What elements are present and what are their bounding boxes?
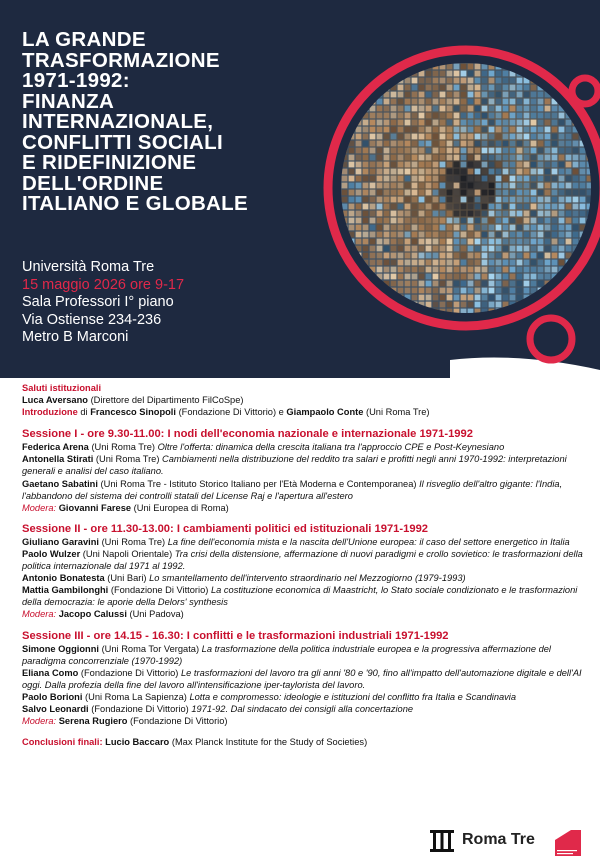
speaker-affiliation: (Uni Roma Tor Vergata)	[101, 643, 200, 654]
session-3-heading: Sessione III - ore 14.15 - 16.30: I conflitti e le trasformazioni industriali 1971-1992	[22, 629, 449, 642]
talk	[22, 536, 590, 548]
talk-title: Cambiamenti nella distribuzione del reddito tra salari e profitti negli anni 1970-1992: interpretazioni generali e analisi del caso italiano.	[22, 454, 567, 477]
talk	[22, 478, 590, 502]
moderator-label: Modera:	[22, 716, 57, 727]
speaker-affiliation: (Fondazione Di Vittorio)	[80, 667, 179, 678]
speaker-affiliation: (Uni Roma Tre)	[95, 454, 160, 465]
moderator-name: Serena Rugiero	[58, 716, 128, 727]
talk	[22, 691, 590, 703]
speaker-name: Antonella Stirati	[22, 454, 94, 465]
speaker-name: Luca Aversano	[22, 395, 88, 406]
footer-logos	[430, 826, 600, 860]
title-line: CONFLITTI SOCIALI	[22, 130, 223, 154]
session-2-heading: Sessione II - ore 11.30-13.00: I cambiamenti politici ed istituzionali 1971-1992	[22, 522, 429, 535]
venue-metro: Metro B Marconi	[22, 329, 129, 346]
title-line: ITALIANO E GLOBALE	[22, 192, 248, 215]
speaker-name: Paolo Borioni	[22, 691, 83, 702]
talk-title: Lo smantellamento dell'intervento straordinario nel Mezzogiorno (1979-1993)	[149, 573, 466, 584]
speaker-name: Simone Oggionni	[22, 643, 99, 654]
fondazione-di-vittorio-logo-icon	[551, 826, 585, 860]
session-1-heading: Sessione I - ore 9.30-11.00: I nodi dell'economia nazionale e internazionale 1971-1992	[22, 428, 473, 441]
moderator	[22, 608, 590, 620]
moderator	[22, 715, 590, 727]
venue-info	[22, 259, 184, 347]
talk-title: Tra crisi della distensione, affermazione di nuovi paradigmi e crollo sovietico: le trasformazioni della politica internazionale dal 1971 al 1992.	[22, 548, 583, 572]
speaker-name: Giuliano Garavini	[22, 536, 99, 547]
speaker-name: Antonio Bonatesta	[22, 573, 105, 584]
title-line: INTERNAZIONALE,	[22, 110, 214, 133]
talk-title: Le trasformazioni del lavoro tra gli anni '80 e '90, fino all'impatto dell'automazione digitale e dell'AI oggi. Dalla profezia della fine del lavoro all'intensificazione iper-taylorista del lavoro.	[22, 667, 582, 690]
talk-title: La costituzione economica di Maastricht, lo Stato sociale condizionato e le trasformazioni della democrazia: le aporie della Delors' synthesis	[22, 585, 578, 608]
saluti-heading: Saluti istituzionali	[22, 383, 102, 393]
speaker-name: Paolo Wulzer	[22, 548, 81, 559]
speaker-affiliation: (Fondazione Di Vittorio)	[110, 585, 209, 596]
intro-label: Introduzione	[22, 407, 78, 418]
roma-tre-name: Roma Tre	[462, 831, 535, 848]
talk-title: La trasformazione della politica industriale europea e la progressiva affermazione del paradigma concorrenziale (1970-1992)	[22, 643, 552, 666]
speaker-affiliation: (Max Planck Institute for the Study of Societies)	[171, 737, 368, 748]
speaker-name: Giampaolo Conte	[286, 407, 364, 418]
speaker-name: Salvo Leonardi	[22, 703, 89, 714]
venue-address: Via Ostiense 234-236	[22, 311, 162, 328]
speaker-affiliation: (Uni Bari)	[107, 573, 147, 584]
speaker-affiliation: (Uni Roma Tre)	[91, 442, 155, 453]
title-line: FINANZA	[22, 89, 115, 113]
talk	[22, 643, 590, 667]
mosaic-circle-image	[320, 33, 600, 378]
intro-di: di	[80, 407, 88, 418]
speaker-affiliation: (Fondazione Di Vittorio)	[91, 703, 189, 714]
conclusions	[22, 736, 590, 748]
speaker-affiliation: (Fondazione Di Vittorio) e	[178, 407, 284, 418]
speaker-affiliation: (Uni Roma Tre - Istituto Storico Italiano per l'Età Moderna e Contemporanea)	[100, 478, 417, 489]
speaker-name: Mattia Gambilonghi	[22, 585, 109, 596]
title-line: E RIDEFINIZIONE	[22, 151, 197, 174]
header-banner	[0, 0, 600, 378]
title-line: TRASFORMAZIONE	[22, 48, 220, 72]
speaker-name: Federica Arena	[22, 442, 89, 453]
speaker-name: Eliana Como	[22, 667, 79, 678]
moderator-label: Modera:	[22, 609, 57, 620]
speaker-affiliation: (Uni Roma La Sapienza)	[85, 691, 187, 702]
talk	[22, 584, 590, 608]
program	[22, 382, 590, 748]
talk-title: Il risveglio dell'altro gigante: l'India, l'abbandono del sistema dei controlli statali del License Raj e l'apertura all'estero	[22, 478, 563, 501]
talk-title: 1971-92. Dal sindacato dei consigli alla concertazione	[191, 703, 414, 714]
moderator-affiliation: (Uni Europea di Roma)	[133, 502, 229, 513]
moderator-name: Giovanni Farese	[58, 502, 132, 513]
title-line: 1971-1992:	[22, 69, 130, 92]
venue-room: Sala Professori I° piano	[22, 294, 174, 311]
speaker-name: Gaetano Sabatini	[22, 478, 98, 489]
talk-title: Lotta e compromesso: ideologie e istituzioni del conflitto fra Italia e Scandinavia	[189, 691, 517, 702]
venue-date: 15 maggio 2026 ore 9-17	[22, 276, 185, 293]
talk	[22, 441, 590, 453]
talk-title: Oltre l'offerta: dinamica della crescita italiana tra l'approccio CPE e Post-Keynesiano	[157, 442, 505, 453]
talk	[22, 572, 590, 584]
talk	[22, 703, 590, 715]
moderator-name: Jacopo Calussi	[58, 609, 127, 620]
talk-title: La fine dell'economia mista e la nascita dell'Unione europea: il caso del settore energetico in Italia	[167, 536, 570, 547]
venue-university: Università Roma Tre	[22, 259, 155, 275]
talk	[22, 453, 590, 477]
event-title	[22, 30, 322, 215]
conclusions-label: Conclusioni finali:	[22, 737, 103, 748]
speaker-affiliation: (Direttore del Dipartimento FilCoSpe)	[90, 395, 244, 406]
title-line: LA GRANDE	[22, 28, 146, 51]
speaker-affiliation: (Uni Napoli Orientale)	[82, 548, 173, 559]
moderator-affiliation: (Uni Padova)	[129, 609, 184, 620]
moderator-affiliation: (Fondazione Di Vittorio)	[130, 716, 228, 727]
roma-tre-logo-icon	[430, 830, 454, 852]
speaker-affiliation: (Uni Roma Tre)	[101, 536, 166, 547]
talk	[22, 548, 590, 572]
title-line: DELL'ORDINE	[22, 171, 164, 195]
talk	[22, 667, 590, 691]
moderator	[22, 502, 590, 514]
speaker-affiliation: (Uni Roma Tre)	[365, 407, 430, 418]
moderator-label: Modera:	[22, 502, 57, 513]
speaker-name: Lucio Baccaro	[105, 737, 170, 748]
speaker-name: Francesco Sinopoli	[90, 407, 176, 418]
